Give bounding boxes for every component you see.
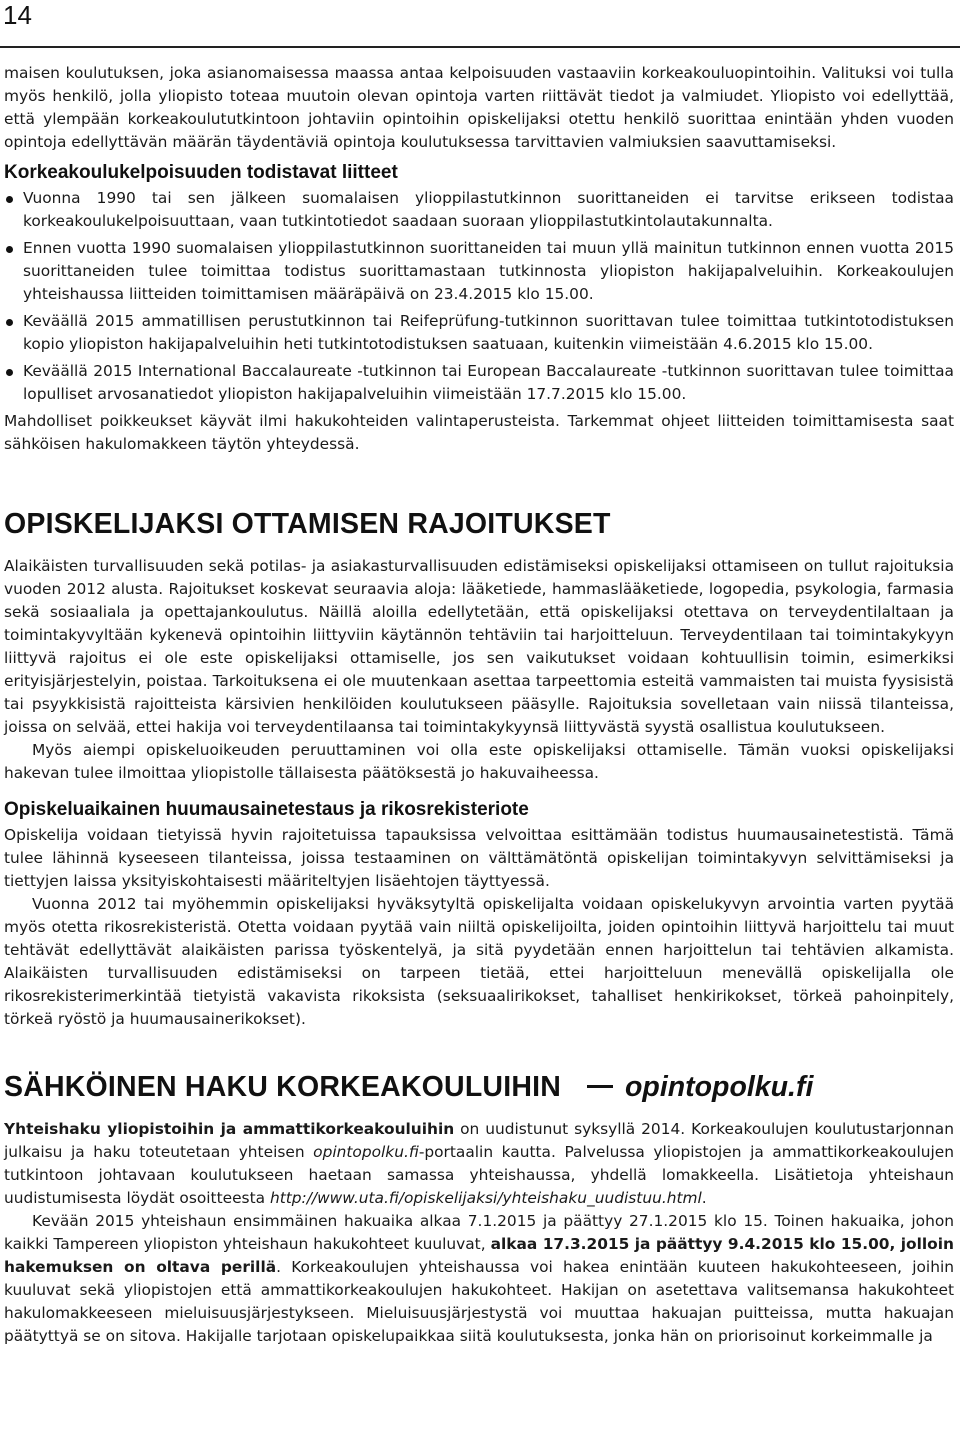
page-number: 14 xyxy=(3,0,32,30)
list-item xyxy=(4,237,954,306)
list-item xyxy=(4,187,954,233)
info-url-link[interactable]: http://www.uta.fi/opiskelijaksi/yhteishaku_uudistuu.html xyxy=(269,1189,702,1207)
certificates-note: Mahdolliset poikkeukset käyvät ilmi hakukohteiden valintaperusteista. Tarkemmat ohjeet liitteiden toimittamisesta saat sähköisen hakulomakkeen täytön yhteydessä. xyxy=(4,412,954,453)
page-content xyxy=(4,62,954,1348)
bullet-icon xyxy=(6,196,13,203)
application-section xyxy=(4,1071,954,1348)
application-title-row xyxy=(4,1071,954,1104)
restrictions-paragraph-2: Myös aiempi opiskeluoikeuden peruuttaminen voi olla este opiskelijaksi ottamiselle. Tämän vuoksi opiskelijaksi hakevan tulee ilmoittaa yliopistolle tällaisesta päätöksestä jo hakuvaiheessa. xyxy=(4,741,954,782)
list-item xyxy=(4,360,954,406)
text-run: Kevään 2015 yhteishaun ensimmäinen hakuaika alkaa 7.1.2015 ja päättyy 27.1.2015 klo 15. Toinen hakuaika, johon kaikki Tampereen yliopiston yhteishaun hakukohteet kuuluvat, xyxy=(4,1212,954,1253)
application-paragraph-2 xyxy=(4,1210,954,1348)
bullet-icon xyxy=(6,246,13,253)
application-paragraph-1 xyxy=(4,1118,954,1210)
restrictions-paragraph-3: Opiskelija voidaan tietyissä hyvin rajoitetuissa tapauksissa velvoittaa esittämään todistus huumausainetestistä. Tämä tulee lähinnä kyseeseen tilanteissa, joissa testaaminen on välttämätöntä opiskelijan toimintakyvyn selvittämiseksi ja tiettyjen laissa yksityiskohtaisesti määriteltyjen lisäehtojen täyttyessä. xyxy=(4,826,954,890)
certificates-heading: Korkeakoulukelpoisuuden todistavat liitteet xyxy=(4,162,398,183)
text-run: . xyxy=(701,1189,707,1207)
restrictions-paragraph-4: Vuonna 2012 tai myöhemmin opiskelijaksi hyväksytyltä opiskelijalta voidaan opiskelukyvyn arvointia varten pyytää myös otetta rikosrekisteristä. Otetta voidaan pyytää vain niiltä opiskelijoilta, joiden opintoihin liittyvä harjoittelu tai muut tehtävät edellyttävät alaikäisten parissa työskentelyä, ja sitä pyydetään ennen harjoittelun tai tehtävien alkamista. Alaikäisten turvallisuuden edistämiseksi on tarpeen tietää, ettei harjoitteluun menevällä opiskelijalla ole rikosrekisterimerkintää tietyistä vakavista rikoksista (seksuaalirikokset, tahalliset henkirikokset, törkeä pahoinpitely, törkeä ryöstö ja huumausainerikokset). xyxy=(4,895,954,1028)
drug-testing-heading: Opiskeluaikainen huumausainetestaus ja rikosrekisteriote xyxy=(4,799,529,820)
application-intro-bold: Yhteishaku yliopistoihin ja ammattikorkeakouluihin xyxy=(4,1120,455,1138)
list-item-text: Vuonna 1990 tai sen jälkeen suomalaisen ylioppilastutkinnon suorittaneiden ei tarvitse erikseen todistaa korkeakoulukelpoisuuttaan, vaan tutkintotiedot saadaan suoraan ylioppilastutkintolautakunnalta. xyxy=(23,189,954,230)
text-run: . Korkeakoulujen yhteishaussa voi hakea enintään kuuteen hakukohteeseen, joihin kuuluvat sekä yliopistojen että ammattikorkeakoulujen hakukohteet. Hakijan on asetettava valitsemansa hakukohteet hakulomakkeeseen mieluisuusjärjestykseen. Mieluisuusjärjestystä voi muuttaa hakuajan puitteissa, mutta hakuajan päätyttyä se on sitova. Hakijalle tarjotaan opiskelupaikkaa siitä koulutuksesta, jonka hän on priorisoinut korkeimmalle ja xyxy=(4,1258,954,1345)
site-name: opintopolku.fi xyxy=(625,1071,814,1103)
restrictions-paragraph-1: Alaikäisten turvallisuuden sekä potilas- ja asiakasturvallisuuden edistämiseksi opiskelijaksi ottamiseen on tullut rajoituksia vuoden 2012 alusta. Rajoitukset koskevat seuraavia aloja: lääketiede, hammaslääketiede, logopedia, psykologia, farmasia sekä sosiaaliala ja opettajankoulutus. Näillä aloilla edellytetään, että opiskelijaksi otettava on terveydentilaltaan ja toimintakyvyltään kykenevä opintoihin liittyviin käytännön tehtäviin tai harjoitteluun. Terveydentilaan tai toimintakykyyn liittyvä rajoitus ei ole este opiskelijaksi ottamiselle, jos sen vaikutukset voidaan kohtuullisin toimin, esimerkiksi erityisjärjestelyin, poistaa. Tarkoituksena ei ole muutenkaan asettaa tarpeettomia esteitä vammaisten tai muista fyysisistä tai psyykkisistä rajoitteista kärsivien henkilöiden koulutukseen pääsylle. Rajoituksia sovelletaan vain niissä tilanteissa, joissa on selvää, ettei hakija voi terveydentilaansa tai toimintakykyynsä liittyvästä syystä osallistua koulutukseen. xyxy=(4,557,954,736)
portal-name: opintopolku.fi xyxy=(313,1143,419,1161)
application-heading: SÄHKÖINEN HAKU KORKEAKOULUIHIN xyxy=(4,1071,562,1103)
deadline-bold: alkaa 17.3.2015 ja päättyy 9.4.2015 klo 15.00, jolloin hakemuksen on oltava perillä xyxy=(4,1235,954,1276)
certificates-list xyxy=(4,187,954,406)
bullet-icon xyxy=(6,319,13,326)
bullet-icon xyxy=(6,369,13,376)
text-run: on uudistunut syksyllä 2014. Korkeakoulujen koulutustarjonnan julkaisu ja haku toteutetaan yhteisen xyxy=(4,1120,954,1161)
restrictions-heading: OPISKELIJAKSI OTTAMISEN RAJOITUKSET xyxy=(4,508,611,540)
dash-separator xyxy=(587,1085,613,1088)
list-item-text: Keväällä 2015 ammatillisen perustutkinnon tai Reifeprüfung-tutkinnon suorittavan tulee toimittaa tutkintotodistuksen kopio yliopiston hakijapalveluihin heti tutkintotodistuksen saatuaan, kuitenkin viimeistään 4.6.2015 klo 15.00. xyxy=(23,312,954,353)
header-rule xyxy=(0,46,960,48)
restrictions-section xyxy=(4,508,954,1031)
list-item-text: Keväällä 2015 International Baccalaureate -tutkinnon tai European Baccalaureate -tutkinnon suorittavan tulee toimittaa lopulliset arvosanatiedot yliopiston hakijapalveluihin viimeistään 17.7.2015 klo 15.00. xyxy=(23,362,954,403)
list-item-text: Ennen vuotta 1990 suomalaisen ylioppilastutkinnon suorittaneiden tai muun yllä mainitun tutkinnon ennen vuotta 2015 suorittaneiden tulee toimittaa todistus suorittamastaan tutkinnosta yliopiston hakijapalveluihin. Korkeakoulujen yhteishaussa liitteiden toimittamisen määräpäivä on 23.4.2015 klo 15.00. xyxy=(23,239,954,303)
text-run: -portaalin kautta. Palvelussa yliopistojen ja ammattikorkeakoulujen tutkintoon johtavaan koulutukseen haetaan samassa yhteishaussa, yhdellä lomakkeella. Lisätietoja yhteishaun uudistumisesta löydät osoitteesta xyxy=(4,1143,954,1207)
list-item xyxy=(4,310,954,356)
intro-paragraph: maisen koulutuksen, joka asianomaisessa maassa antaa kelpoisuuden vastaaviin korkeakouluopintoihin. Valituksi voi tulla myös henkilö, jolla yliopisto toteaa muutoin olevan opintoja varten riittävät tiedot ja valmiudet. Yliopisto voi edellyttää, että ylempään korkeakoulututkintoon johtaviin opintoihin opiskelijaksi otettu henkilö suorittaa enintään yhden vuoden opintoja edellyttävän määrän täydentäviä opintoja koulutuksessa tarvittavien valmiuksien saavuttamiseksi. xyxy=(4,64,954,151)
